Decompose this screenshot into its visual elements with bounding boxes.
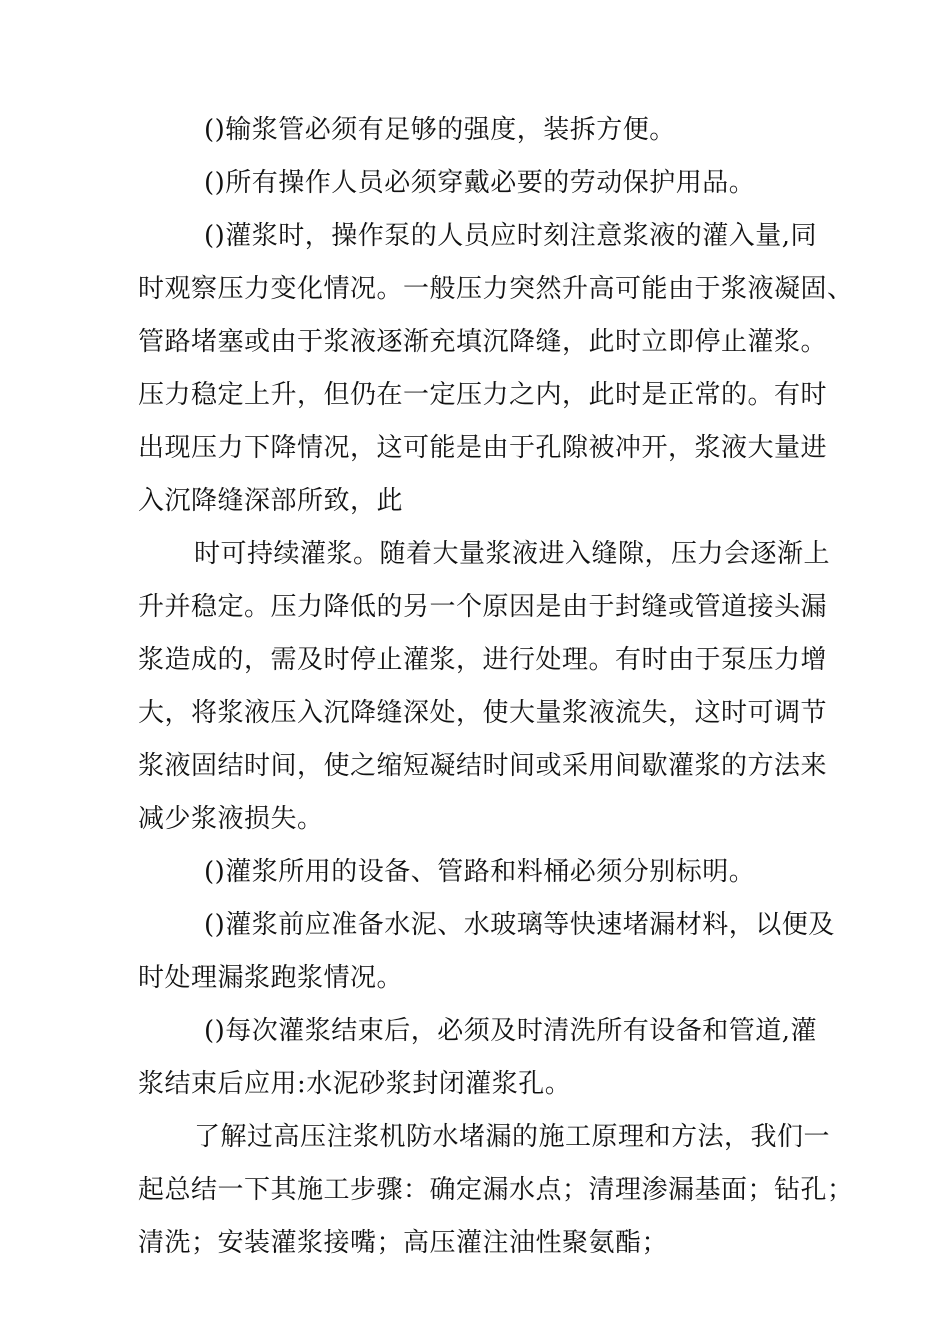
text-line: 时可持续灌浆。随着大量浆液进入缝隙，压力会逐渐上 <box>194 539 831 569</box>
text-line: 时处理漏浆跑浆情况。 <box>138 963 404 993</box>
text-line: ()每次灌浆结束后，必须及时清洗所有设备和管道,灌 <box>204 1016 818 1046</box>
text-line: 管路堵塞或由于浆液逐渐充填沉降缝，此时立即停止灌浆。 <box>138 327 828 357</box>
text-line: ()灌浆前应准备水泥、水玻璃等快速堵漏材料，以便及 <box>204 910 835 940</box>
text-line: ()灌浆时，操作泵的人员应时刻注意浆液的灌入量,同 <box>204 221 818 251</box>
text-line: ()输浆管必须有足够的强度，装拆方便。 <box>204 115 676 145</box>
text-line: 出现压力下降情况，这可能是由于孔隙被冲开，浆液大量进 <box>138 433 828 463</box>
text-line: 浆液固结时间，使之缩短凝结时间或采用间歇灌浆的方法来 <box>138 751 828 781</box>
text-line: 了解过高压注浆机防水堵漏的施工原理和方法，我们一 <box>194 1122 831 1152</box>
text-line: 时观察压力变化情况。一般压力突然升高可能由于浆液凝固、 <box>138 274 854 304</box>
text-body <box>138 104 854 1270</box>
text-line: ()所有操作人员必须穿戴必要的劳动保护用品。 <box>204 168 756 198</box>
text-line: 浆造成的，需及时停止灌浆，进行处理。有时由于泵压力增 <box>138 645 828 675</box>
text-line: 减少浆液损失。 <box>138 804 324 834</box>
text-line: 大，将浆液压入沉降缝深处，使大量浆液流失，这时可调节 <box>138 698 828 728</box>
text-line: 压力稳定上升，但仍在一定压力之内，此时是正常的。有时 <box>138 380 828 410</box>
text-line: 清洗；安装灌浆接嘴；高压灌注油性聚氨酯； <box>138 1228 669 1258</box>
text-line: 起总结一下其施工步骤：确定漏水点；清理渗漏基面；钻孔； <box>138 1175 854 1205</box>
text-line: ()灌浆所用的设备、管路和料桶必须分别标明。 <box>204 857 756 887</box>
text-line: 升并稳定。压力降低的另一个原因是由于封缝或管道接头漏 <box>138 592 828 622</box>
text-line: 浆结束后应用:水泥砂浆封闭灌浆孔。 <box>138 1069 572 1099</box>
text-line: 入沉降缝深部所致，此 <box>138 486 404 516</box>
